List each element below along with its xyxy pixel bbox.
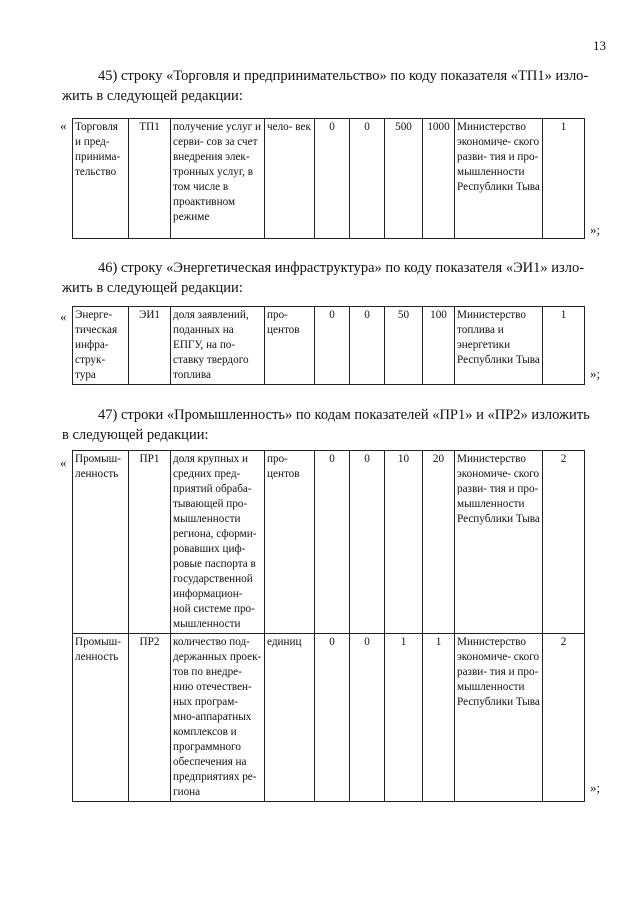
unit-cell: чело- век bbox=[265, 119, 315, 239]
intro-line-1: 47) строки «Промышленность» по кодам показателей «ПР1» и «ПР2» изложить bbox=[98, 407, 590, 423]
value-cell: 1 bbox=[423, 634, 455, 802]
open-quote: « bbox=[60, 455, 67, 470]
sector-cell: Энерге- тическая инфра- струк- тура bbox=[73, 307, 129, 385]
code-cell: ПР2 bbox=[129, 634, 171, 802]
sector-cell: Торговля и пред- принима- тельство bbox=[73, 119, 129, 239]
sector-cell: Промыш- ленность bbox=[73, 451, 129, 634]
open-quote: « bbox=[60, 309, 67, 324]
value-cell: 0 bbox=[350, 634, 385, 802]
unit-cell: единиц bbox=[265, 634, 315, 802]
value-cell: 1000 bbox=[423, 119, 455, 239]
ministry-cell: Министерство топлива и энергетики Республики Тыва bbox=[455, 307, 543, 385]
number-cell: 1 bbox=[543, 307, 585, 385]
open-quote: « bbox=[60, 118, 67, 133]
value-cell: 0 bbox=[315, 451, 350, 634]
indicator-cell: получение услуг и серви- сов за счет внедрения элек- тронных услуг, в том числе в проактивном режиме bbox=[171, 119, 265, 239]
ministry-cell: Министерство экономиче- ского разви- тия и про- мышленности Республики Тыва bbox=[455, 634, 543, 802]
table-46 bbox=[72, 306, 585, 385]
value-cell: 0 bbox=[315, 634, 350, 802]
ministry-cell: Министерство экономиче- ского разви- тия и про- мышленности Республики Тыва bbox=[455, 451, 543, 634]
table-row bbox=[73, 451, 585, 634]
value-cell: 50 bbox=[385, 307, 423, 385]
sector-cell: Промыш- ленность bbox=[73, 634, 129, 802]
intro-line-1: 45) строку «Торговля и предпринимательство» по коду показателя «ТП1» изло- bbox=[98, 68, 589, 84]
table-row bbox=[73, 307, 585, 385]
value-cell: 1 bbox=[385, 634, 423, 802]
indicator-cell: количество под- держанных проек- тов по внедре- нию отечествен- ных програм- мно-аппаратных комплексов и программного обеспечения на предприятиях ре- гиона bbox=[171, 634, 265, 802]
unit-cell: про- центов bbox=[265, 451, 315, 634]
intro-line-2: жить в следующей редакции: bbox=[62, 280, 243, 296]
table-row bbox=[73, 119, 585, 239]
close-quote: »; bbox=[590, 780, 601, 795]
value-cell: 20 bbox=[423, 451, 455, 634]
section-45-intro bbox=[62, 66, 602, 106]
value-cell: 0 bbox=[315, 307, 350, 385]
number-cell: 2 bbox=[543, 634, 585, 802]
table-47 bbox=[72, 450, 585, 802]
value-cell: 0 bbox=[350, 119, 385, 239]
value-cell: 0 bbox=[315, 119, 350, 239]
value-cell: 100 bbox=[423, 307, 455, 385]
code-cell: ЭИ1 bbox=[129, 307, 171, 385]
page-number: 13 bbox=[593, 38, 606, 53]
number-cell: 1 bbox=[543, 119, 585, 239]
indicator-cell: доля заявлений, поданных на ЕПГУ, на по- ставку твердого топлива bbox=[171, 307, 265, 385]
table-45 bbox=[72, 118, 585, 239]
number-cell: 2 bbox=[543, 451, 585, 634]
close-quote: »; bbox=[590, 222, 601, 237]
value-cell: 500 bbox=[385, 119, 423, 239]
ministry-cell: Министерство экономиче- ского разви- тия и про- мышленности Республики Тыва bbox=[455, 119, 543, 239]
indicator-cell: доля крупных и средних пред- приятий обраба- тывающей про- мышленности региона, сформи- ровавших циф- ровые паспорта в государственной информацион- ной системе про- мышленности bbox=[171, 451, 265, 634]
intro-line-2: в следующей редакции: bbox=[62, 427, 209, 443]
value-cell: 10 bbox=[385, 451, 423, 634]
intro-line-1: 46) строку «Энергетическая инфраструктура» по коду показателя «ЭИ1» изло- bbox=[98, 260, 585, 276]
code-cell: ПР1 bbox=[129, 451, 171, 634]
code-cell: ТП1 bbox=[129, 119, 171, 239]
close-quote: »; bbox=[590, 366, 601, 381]
value-cell: 0 bbox=[350, 307, 385, 385]
section-47-intro bbox=[62, 405, 602, 445]
table-row bbox=[73, 634, 585, 802]
value-cell: 0 bbox=[350, 451, 385, 634]
intro-line-2: жить в следующей редакции: bbox=[62, 88, 243, 104]
unit-cell: про- центов bbox=[265, 307, 315, 385]
section-46-intro bbox=[62, 258, 602, 298]
